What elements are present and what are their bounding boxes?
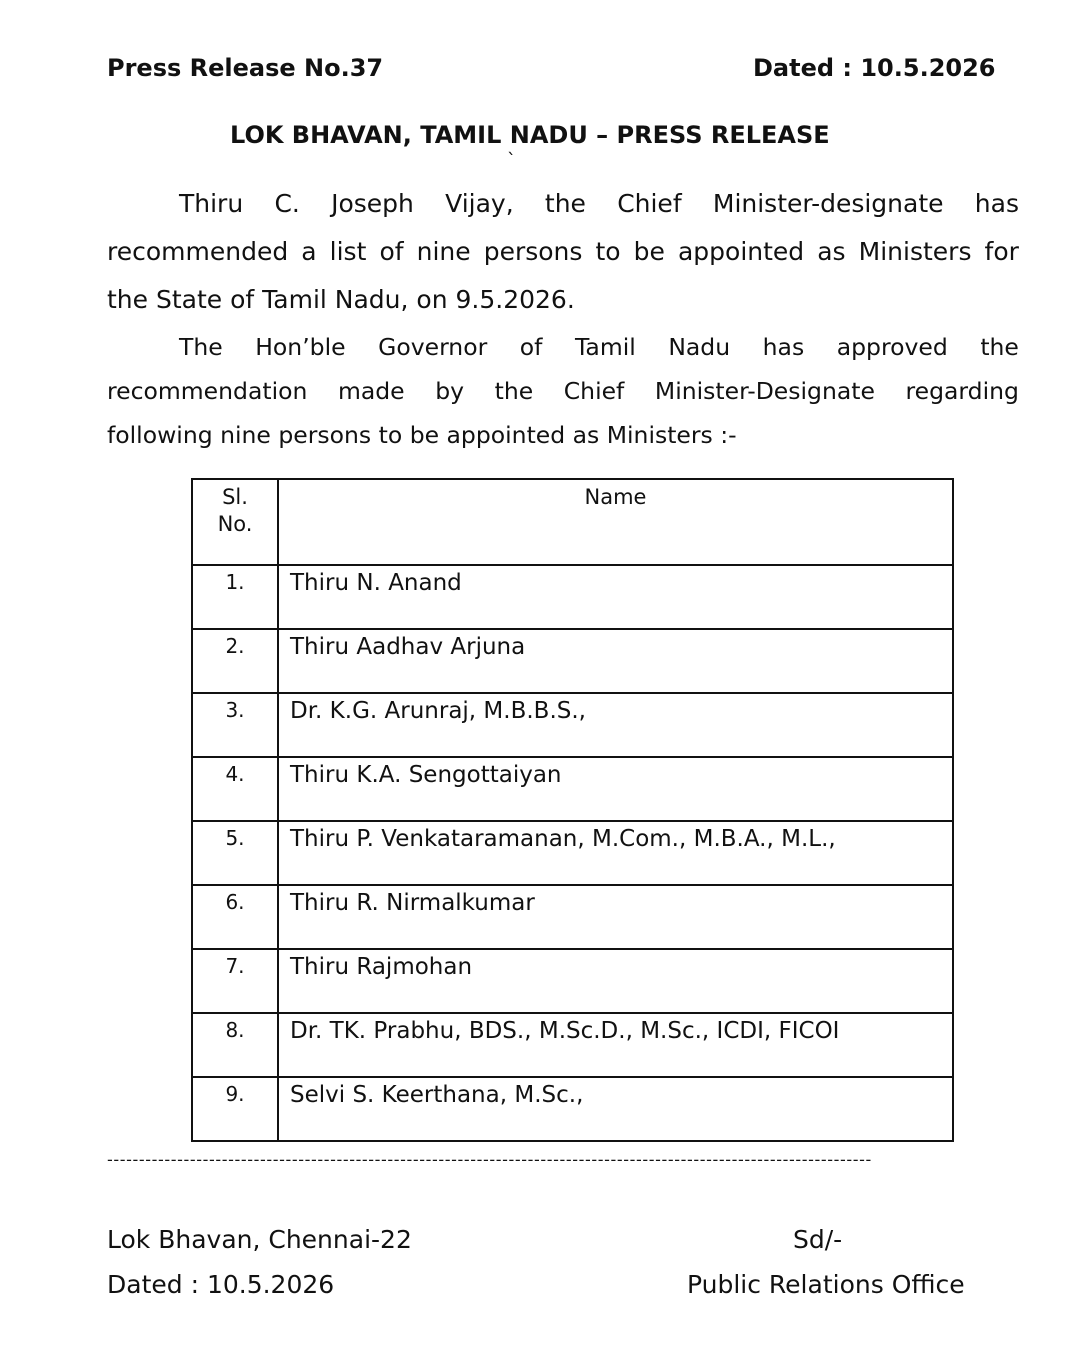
table-row [192, 693, 953, 757]
minister-name-cell: Thiru N. Anand [278, 565, 953, 629]
word: appointed [677, 237, 805, 266]
press-release-number: Press Release No.37 [107, 54, 384, 82]
word: by [435, 377, 465, 405]
serial-number-cell: 4. [192, 757, 278, 821]
table-row [192, 885, 953, 949]
table-row [192, 629, 953, 693]
name-header: Name [278, 479, 953, 565]
paragraph-line [107, 413, 1019, 457]
serial-number-header [192, 479, 278, 565]
word: the [494, 377, 534, 405]
signature-mark: Sd/- [793, 1225, 843, 1254]
table-header-row [192, 479, 953, 565]
footer-date: Dated : 10.5.2026 [107, 1270, 335, 1299]
word: has [762, 333, 805, 361]
serial-number-cell: 5. [192, 821, 278, 885]
serial-number-cell: 7. [192, 949, 278, 1013]
table-row [192, 757, 953, 821]
serial-number-header-line: Sl. [222, 485, 248, 509]
minister-name-cell: Thiru P. Venkataramanan, M.Com., M.B.A., M.L., [278, 821, 953, 885]
serial-number-cell: 6. [192, 885, 278, 949]
issuing-office: Public Relations Office [687, 1270, 965, 1299]
ministers-table [191, 478, 954, 1142]
word: Hon’ble [255, 333, 346, 361]
paragraph-line [107, 325, 1019, 369]
minister-name-cell: Thiru R. Nirmalkumar [278, 885, 953, 949]
word: list [329, 237, 367, 266]
paragraph-line [107, 276, 1019, 324]
word: regarding [905, 377, 1019, 405]
word: Nadu [668, 333, 731, 361]
paragraph-line [107, 369, 1019, 413]
word: recommended [107, 237, 289, 266]
dashed-separator: ------------------------------------------------------------------------------------------------------------------------ [107, 1150, 872, 1169]
word: has [974, 189, 1019, 218]
paragraph-line-text: the State of Tamil Nadu, on 9.5.2026. [107, 285, 575, 314]
minister-name-cell: Thiru Aadhav Arjuna [278, 629, 953, 693]
word: the [980, 333, 1019, 361]
word: of [379, 237, 404, 266]
table-row [192, 821, 953, 885]
word: nine [416, 237, 471, 266]
word: made [337, 377, 405, 405]
word: as [817, 237, 846, 266]
paragraph-line-text: following nine persons to be appointed as Ministers :- [107, 421, 737, 449]
minister-name-cell: Dr. K.G. Arunraj, M.B.B.S., [278, 693, 953, 757]
serial-number-cell: 3. [192, 693, 278, 757]
word: Ministers [858, 237, 972, 266]
paragraph-recommendation [107, 180, 1019, 324]
minister-name-cell: Selvi S. Keerthana, M.Sc., [278, 1077, 953, 1141]
word: persons [483, 237, 583, 266]
word: a [301, 237, 317, 266]
word: Chief [617, 189, 682, 218]
word: approved [836, 333, 948, 361]
word: recommendation [107, 377, 308, 405]
paragraph-approval [107, 325, 1019, 457]
serial-number-cell: 8. [192, 1013, 278, 1077]
serial-number-cell: 2. [192, 629, 278, 693]
document-title: LOK BHAVAN, TAMIL NADU – PRESS RELEASE [230, 121, 830, 149]
minister-name-cell: Dr. TK. Prabhu, BDS., M.Sc.D., M.Sc., ICDI, FICOI [278, 1013, 953, 1077]
serial-number-cell: 9. [192, 1077, 278, 1141]
serial-number-header-line: No. [217, 512, 253, 536]
word: to [595, 237, 621, 266]
word: Governor [378, 333, 488, 361]
word: for [984, 237, 1019, 266]
word: Minister-designate [712, 189, 944, 218]
paragraph-line [107, 180, 1019, 228]
word: the [544, 189, 586, 218]
word: Vijay, [445, 189, 514, 218]
stray-mark: ` [507, 150, 516, 171]
word: be [633, 237, 665, 266]
minister-name-cell: Thiru K.A. Sengottaiyan [278, 757, 953, 821]
release-date: Dated : 10.5.2026 [753, 54, 996, 82]
minister-name-cell: Thiru Rajmohan [278, 949, 953, 1013]
footer-location: Lok Bhavan, Chennai-22 [107, 1225, 412, 1254]
word: Minister-Designate [654, 377, 875, 405]
word: C. [274, 189, 300, 218]
table-row [192, 1077, 953, 1141]
word: Tamil [574, 333, 636, 361]
word: Chief [563, 377, 625, 405]
word: Thiru [179, 189, 244, 218]
serial-number-cell: 1. [192, 565, 278, 629]
word: The [179, 333, 223, 361]
word: of [519, 333, 543, 361]
paragraph-line [107, 228, 1019, 276]
word: Joseph [331, 189, 414, 218]
table-row [192, 565, 953, 629]
table-row [192, 1013, 953, 1077]
table-row [192, 949, 953, 1013]
